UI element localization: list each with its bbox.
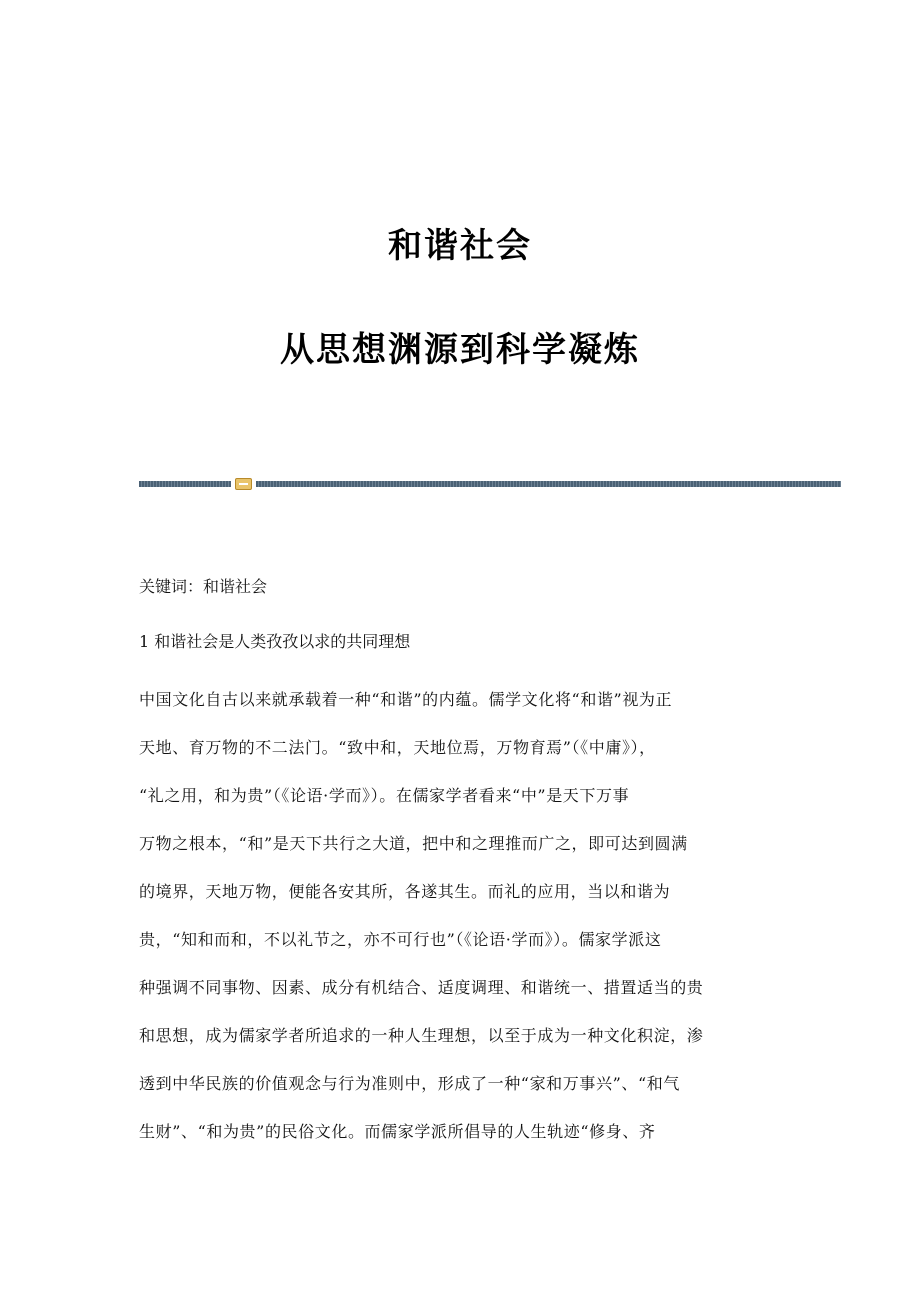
keywords-line [139, 575, 267, 599]
divider-ornament-icon [235, 478, 252, 490]
keywords-label: 关键词： [139, 577, 204, 596]
body-text-line: 贵，“知和而和，不以礼节之，亦不可行也”（《论语·学而》）。儒家学派这 [139, 930, 662, 949]
body-text-line: 万物之根本，“和”是天下共行之大道，把中和之理推而广之，即可达到圆满 [139, 834, 688, 853]
divider-bar-right [256, 481, 841, 487]
keywords-value: 和谐社会 [203, 577, 268, 596]
document-subtitle: 从思想渊源到科学凝炼 [280, 330, 640, 370]
body-text-line: 的境界，天地万物，便能各安其所，各遂其生。而礼的应用，当以和谐为 [139, 882, 671, 901]
document-title: 和谐社会 [388, 226, 532, 266]
body-text-line: 种强调不同事物、因素、成分有机结合、适度调理、和谐统一、措置适当的贵 [139, 978, 704, 997]
divider-bar-left [139, 481, 231, 487]
decorative-divider [139, 478, 841, 490]
body-text-line: 和思想，成为儒家学者所追求的一种人生理想，以至于成为一种文化积淀，渗 [139, 1026, 704, 1045]
section-heading: 1 和谐社会是人类孜孜以求的共同理想 [139, 632, 411, 651]
body-text-line: “礼之用，和为贵”（《论语·学而》）。在儒家学者看来“中”是天下万事 [139, 786, 630, 805]
body-text-line: 中国文化自古以来就承载着一种“和谐”的内蕴。儒学文化将“和谐”视为正 [139, 690, 673, 709]
body-text-line: 生财”、“和为贵”的民俗文化。而儒家学派所倡导的人生轨迹“修身、齐 [139, 1122, 656, 1141]
body-text-line: 透到中华民族的价值观念与行为准则中，形成了一种“家和万事兴”、“和气 [139, 1074, 680, 1093]
body-text-line: 天地、育万物的不二法门。“致中和，天地位焉，万物育焉”（《中庸》）， [139, 738, 656, 757]
